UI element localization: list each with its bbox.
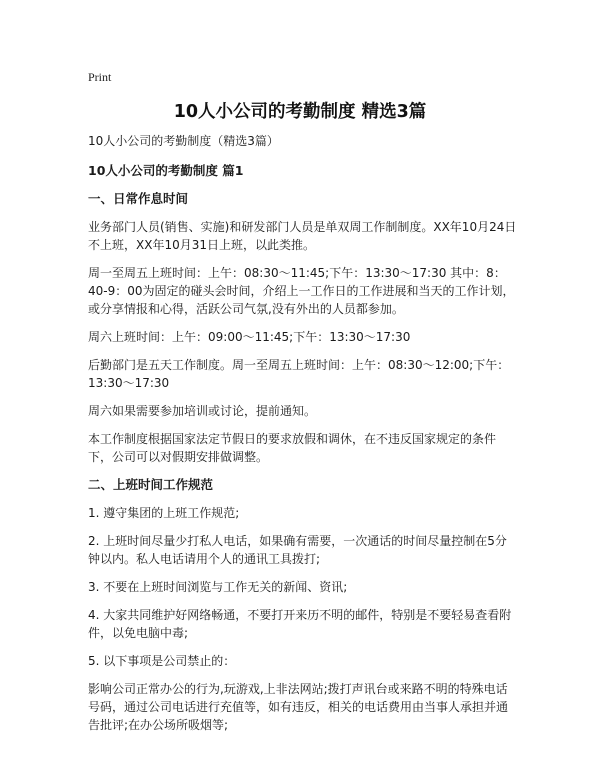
rule-item: 3. 不要在上班时间浏览与工作无关的新闻、资讯; [88, 580, 348, 594]
rule-item: 4. 大家共同维护好网络畅通，不要打开来历不明的邮件，特别是不要轻易查看附件，以免电脑中毒; [88, 608, 512, 640]
rule-item: 1. 遵守集团的上班工作规范; [88, 506, 240, 520]
paragraph-1: 业务部门人员(销售、实施)和研发部门人员是单双周工作制制度。XX年10月24日不上班，XX年10月31日上班，以此类推。 [88, 220, 517, 252]
paragraph-last: 影响公司正常办公的行为,玩游戏,上非法网站;拨打声讯台或来路不明的特殊电话号码，通过公司电话进行充值等，如有违反，相关的电话费用由当事人承担并通告批评;在办公场所吸烟等; [88, 682, 509, 732]
paragraph-4: 后勤部门是五天工作制度。周一至周五上班时间：上午：08:30～12:00;下午：13:30～17:30 [88, 358, 510, 390]
print-label[interactable]: Print [88, 70, 112, 84]
paragraph-3: 周六上班时间：上午：09:00～11:45;下午：13:30～17:30 [88, 330, 411, 344]
paragraph-5: 周六如果需要参加培训或讨论，提前通知。 [88, 404, 317, 418]
paragraph-2: 周一至周五上班时间：上午：08:30～11:45;下午：13:30～17:30 其中：8：40-9：00为固定的碰头会时间，介绍上一工作日的工作进展和当天的工作计划，或分享情报和心得，活跃公司气氛,没有外出的人员都参加。 [88, 266, 515, 316]
heading-work-rules: 二、上班时间工作规范 [88, 477, 214, 492]
rule-item: 2. 上班时间尽量少打私人电话，如果确有需要，一次通话的时间尽量控制在5分钟以内。私人电话请用个人的通讯工具拨打; [88, 534, 507, 566]
document-title: 10人小公司的考勤制度 精选3篇 [173, 102, 427, 122]
heading-daily-schedule: 一、日常作息时间 [88, 191, 189, 206]
document-subtitle: 10人小公司的考勤制度（精选3篇） [88, 134, 279, 148]
rule-item: 5. 以下事项是公司禁止的： [88, 654, 236, 668]
document-content [88, 132, 518, 744]
paragraph-6: 本工作制度根据国家法定节假日的要求放假和调休，在不违反国家规定的条件下，公司可以对假期安排做调整。 [88, 432, 497, 464]
section-title: 10人小公司的考勤制度 篇1 [88, 163, 244, 178]
